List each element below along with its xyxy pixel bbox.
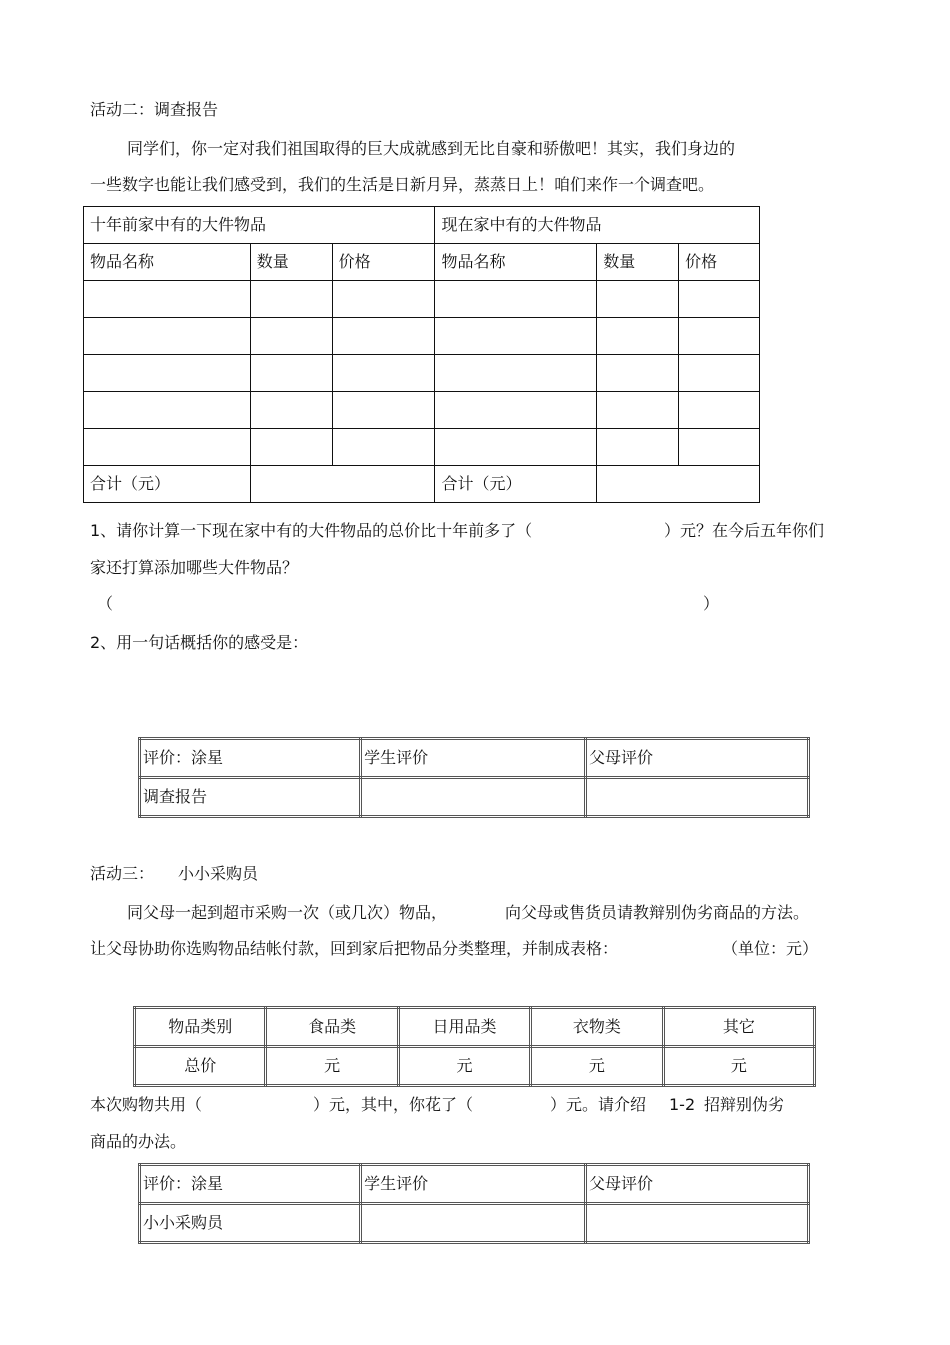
answer-paren-open: （: [97, 594, 114, 613]
total-value-left[interactable]: [250, 466, 435, 503]
eval-header-parent: 父母评价: [586, 1165, 809, 1204]
activity2-intro-line1: 同学们，你一定对我们祖国取得的巨大成就感到无比自豪和骄傲吧！其实，我们身边的: [127, 139, 736, 158]
blank-cell[interactable]: [597, 429, 679, 466]
activity3-heading: 活动三：: [90, 864, 155, 883]
question-2: 2、用一句话概括你的感受是：: [90, 633, 309, 652]
blank-cell[interactable]: [84, 429, 251, 466]
blank-cell[interactable]: [84, 318, 251, 355]
eval-row-label: 调查报告: [140, 778, 361, 817]
blank-cell[interactable]: [679, 429, 760, 466]
question-1-part-b: ）元？在今后五年你们: [664, 521, 825, 540]
eval-header-parent: 父母评价: [586, 739, 809, 778]
eval-header-label: 评价：涂星: [140, 739, 361, 778]
col-price: 价格: [332, 244, 435, 281]
eval-parent-cell[interactable]: [586, 1204, 809, 1243]
blank-cell[interactable]: [435, 429, 597, 466]
blank-cell[interactable]: [679, 355, 760, 392]
blank-cell[interactable]: [250, 281, 332, 318]
blank-cell[interactable]: [597, 392, 679, 429]
blank-cell[interactable]: [332, 318, 435, 355]
unit-note: （单位：元）: [722, 939, 819, 958]
col-item-name: 物品名称: [435, 244, 597, 281]
blank-cell[interactable]: [84, 355, 251, 392]
blank-cell[interactable]: [679, 392, 760, 429]
purchase-question-a: 本次购物共用（: [90, 1095, 203, 1114]
table-row: [84, 318, 760, 355]
eval-row-label: 小小采购员: [140, 1204, 361, 1243]
blank-cell[interactable]: [332, 392, 435, 429]
blank-cell[interactable]: [435, 392, 597, 429]
blank-cell[interactable]: [679, 318, 760, 355]
total-label: 合计（元）: [435, 466, 597, 503]
purchase-question-d: 1-2: [669, 1095, 696, 1114]
blank-cell[interactable]: [84, 281, 251, 318]
survey-right-title: 现在家中有的大件物品: [435, 207, 760, 244]
purchase-question-c: ）元。请介绍: [550, 1095, 647, 1114]
blank-cell[interactable]: [435, 281, 597, 318]
total-label: 合计（元）: [84, 466, 251, 503]
price-cell-other[interactable]: 元: [663, 1047, 814, 1086]
table-row: [84, 429, 760, 466]
blank-cell[interactable]: [250, 355, 332, 392]
total-value-right[interactable]: [597, 466, 760, 503]
activity3-para1-a: 同父母一起到超市采购一次（或几次）物品，: [127, 903, 448, 922]
eval-parent-cell[interactable]: [586, 778, 809, 817]
blank-cell[interactable]: [250, 392, 332, 429]
category-clothing: 衣物类: [531, 1008, 663, 1047]
table-row: [84, 355, 760, 392]
activity3-para2: 让父母协助你选购物品结帐付款，回到家后把物品分类整理，并制成表格：: [90, 939, 619, 958]
table-row: [84, 281, 760, 318]
question-1-part-c: 家还打算添加哪些大件物品？: [90, 558, 299, 577]
price-cell-daily-goods[interactable]: 元: [398, 1047, 530, 1086]
blank-cell[interactable]: [332, 355, 435, 392]
category-other: 其它: [663, 1008, 814, 1047]
blank-cell[interactable]: [84, 392, 251, 429]
blank-cell[interactable]: [435, 355, 597, 392]
table-row: [84, 392, 760, 429]
blank-cell[interactable]: [597, 355, 679, 392]
survey-left-title: 十年前家中有的大件物品: [84, 207, 435, 244]
purchase-table: [133, 1006, 816, 1087]
evaluation-table-2: [138, 1163, 810, 1244]
eval-student-cell[interactable]: [361, 778, 586, 817]
col-quantity: 数量: [597, 244, 679, 281]
blank-cell[interactable]: [435, 318, 597, 355]
col-item-name: 物品名称: [84, 244, 251, 281]
activity3-title: 小小采购员: [178, 864, 259, 883]
blank-cell[interactable]: [250, 318, 332, 355]
total-price-label: 总价: [135, 1047, 266, 1086]
blank-cell[interactable]: [597, 318, 679, 355]
activity2-heading: 活动二：调查报告: [90, 100, 219, 119]
eval-header-student: 学生评价: [361, 739, 586, 778]
price-cell-food[interactable]: 元: [266, 1047, 398, 1086]
blank-cell[interactable]: [597, 281, 679, 318]
blank-cell[interactable]: [332, 429, 435, 466]
blank-cell[interactable]: [332, 281, 435, 318]
activity3-para1-b: 向父母或售货员请教辩别伪劣商品的方法。: [505, 903, 810, 922]
category-daily-goods: 日用品类: [398, 1008, 530, 1047]
answer-paren-close: ）: [703, 594, 720, 613]
category-food: 食品类: [266, 1008, 398, 1047]
col-price: 价格: [679, 244, 760, 281]
survey-table: [83, 206, 760, 503]
evaluation-table-1: [138, 737, 810, 818]
price-cell-clothing[interactable]: 元: [531, 1047, 663, 1086]
eval-header-label: 评价：涂星: [140, 1165, 361, 1204]
category-header: 物品类别: [135, 1008, 266, 1047]
blank-cell[interactable]: [679, 281, 760, 318]
purchase-question-e: 招辩别伪劣: [704, 1095, 785, 1114]
activity2-intro-line2: 一些数字也能让我们感受到，我们的生活是日新月异，蒸蒸日上！咱们来作一个调查吧。: [90, 175, 715, 194]
purchase-question-b: ）元，其中，你花了（: [313, 1095, 474, 1114]
purchase-question-f: 商品的办法。: [90, 1132, 187, 1151]
blank-cell[interactable]: [250, 429, 332, 466]
col-quantity: 数量: [250, 244, 332, 281]
eval-student-cell[interactable]: [361, 1204, 586, 1243]
eval-header-student: 学生评价: [361, 1165, 586, 1204]
question-1-part-a: 1、请你计算一下现在家中有的大件物品的总价比十年前多了（: [90, 521, 533, 540]
